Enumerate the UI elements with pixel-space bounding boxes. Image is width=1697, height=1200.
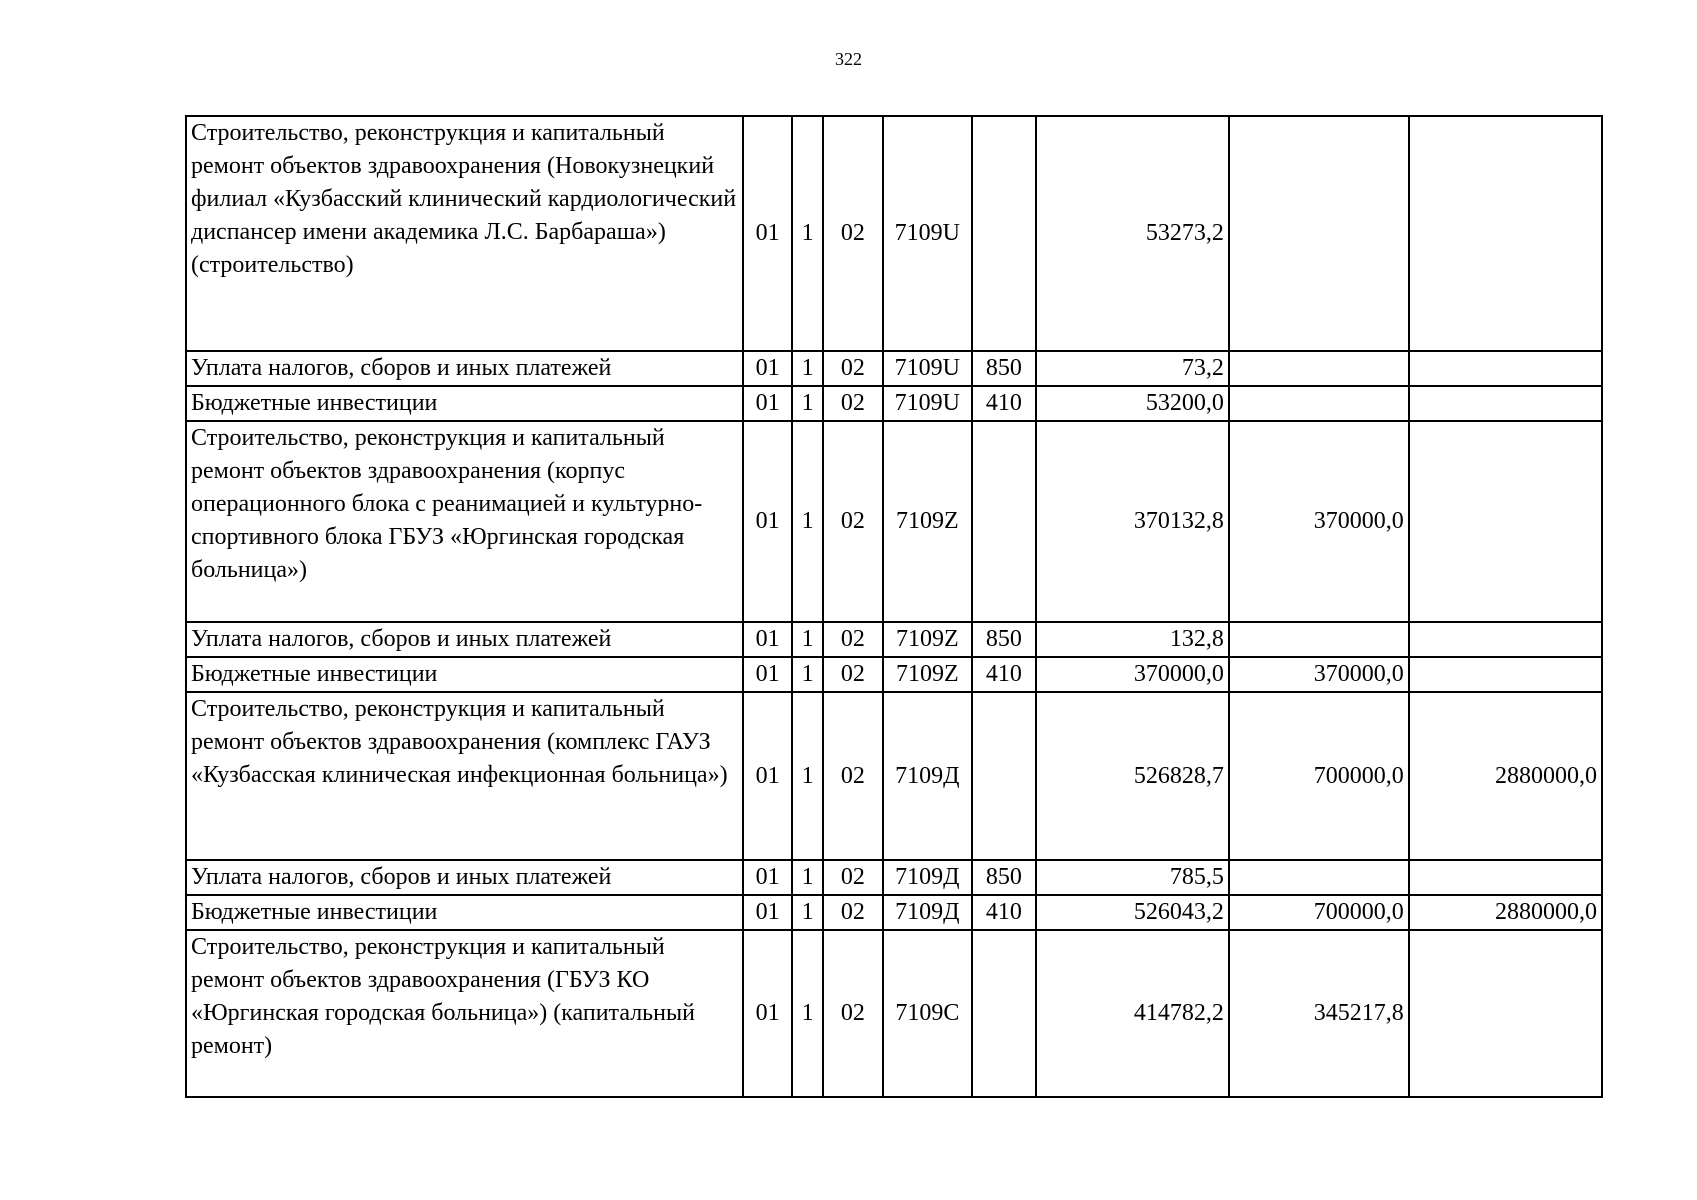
amount-year-1: 414782,2 xyxy=(1036,930,1229,1097)
row-name: Строительство, реконструкция и капитальный ремонт объектов здравоохранения (корпус операционного блока с реанимацией и культурно-спортивного блока ГБУЗ «Юргинская городская больница») xyxy=(186,421,743,622)
amount-year-2 xyxy=(1229,622,1409,657)
amount-year-1: 526828,7 xyxy=(1036,692,1229,860)
table-row xyxy=(186,351,1602,386)
table-row xyxy=(186,116,1602,351)
code-direction: 7109U xyxy=(883,116,972,351)
amount-year-1: 73,2 xyxy=(1036,351,1229,386)
code-direction: 7109С xyxy=(883,930,972,1097)
code-direction: 7109Д xyxy=(883,860,972,895)
code-direction: 7109Д xyxy=(883,895,972,930)
code-event: 02 xyxy=(823,386,883,421)
code-event: 02 xyxy=(823,860,883,895)
amount-year-3 xyxy=(1409,622,1602,657)
table-row xyxy=(186,657,1602,692)
code-subprogram: 1 xyxy=(792,351,823,386)
amount-year-2: 345217,8 xyxy=(1229,930,1409,1097)
code-subprogram: 1 xyxy=(792,860,823,895)
code-event: 02 xyxy=(823,692,883,860)
code-expense-type xyxy=(972,692,1036,860)
amount-year-2 xyxy=(1229,386,1409,421)
code-subprogram: 1 xyxy=(792,930,823,1097)
code-program: 01 xyxy=(743,895,792,930)
code-direction: 7109U xyxy=(883,386,972,421)
code-expense-type: 410 xyxy=(972,657,1036,692)
code-program: 01 xyxy=(743,657,792,692)
code-subprogram: 1 xyxy=(792,692,823,860)
row-name: Уплата налогов, сборов и иных платежей xyxy=(186,351,743,386)
code-subprogram: 1 xyxy=(792,116,823,351)
row-name: Уплата налогов, сборов и иных платежей xyxy=(186,622,743,657)
code-expense-type: 850 xyxy=(972,860,1036,895)
table-row xyxy=(186,622,1602,657)
amount-year-1: 53273,2 xyxy=(1036,116,1229,351)
amount-year-3 xyxy=(1409,657,1602,692)
amount-year-1: 370132,8 xyxy=(1036,421,1229,622)
amount-year-1: 785,5 xyxy=(1036,860,1229,895)
code-program: 01 xyxy=(743,692,792,860)
row-name: Строительство, реконструкция и капитальный ремонт объектов здравоохранения (Новокузнецкий филиал «Кузбасский клинический кардиологический диспансер имени академика Л.С. Барбараша») (строительство) xyxy=(186,116,743,351)
code-event: 02 xyxy=(823,116,883,351)
row-name: Бюджетные инвестиции xyxy=(186,386,743,421)
code-expense-type: 410 xyxy=(972,895,1036,930)
amount-year-3: 2880000,0 xyxy=(1409,692,1602,860)
code-event: 02 xyxy=(823,657,883,692)
amount-year-3 xyxy=(1409,421,1602,622)
code-expense-type xyxy=(972,930,1036,1097)
code-program: 01 xyxy=(743,860,792,895)
amount-year-2: 370000,0 xyxy=(1229,657,1409,692)
row-name: Уплата налогов, сборов и иных платежей xyxy=(186,860,743,895)
amount-year-1: 53200,0 xyxy=(1036,386,1229,421)
code-event: 02 xyxy=(823,622,883,657)
code-direction: 7109Z xyxy=(883,657,972,692)
code-subprogram: 1 xyxy=(792,895,823,930)
code-direction: 7109Д xyxy=(883,692,972,860)
code-direction: 7109Z xyxy=(883,421,972,622)
code-subprogram: 1 xyxy=(792,622,823,657)
page-number: 322 xyxy=(835,49,862,69)
code-event: 02 xyxy=(823,895,883,930)
table-row xyxy=(186,421,1602,622)
amount-year-1: 370000,0 xyxy=(1036,657,1229,692)
table-row xyxy=(186,386,1602,421)
amount-year-2: 370000,0 xyxy=(1229,421,1409,622)
amount-year-3 xyxy=(1409,930,1602,1097)
code-expense-type: 850 xyxy=(972,622,1036,657)
row-name: Бюджетные инвестиции xyxy=(186,657,743,692)
code-subprogram: 1 xyxy=(792,421,823,622)
code-event: 02 xyxy=(823,930,883,1097)
amount-year-2: 700000,0 xyxy=(1229,895,1409,930)
amount-year-2: 700000,0 xyxy=(1229,692,1409,860)
row-name: Бюджетные инвестиции xyxy=(186,895,743,930)
budget-table xyxy=(185,115,1603,1098)
amount-year-3 xyxy=(1409,860,1602,895)
amount-year-3 xyxy=(1409,351,1602,386)
amount-year-3 xyxy=(1409,116,1602,351)
code-direction: 7109Z xyxy=(883,622,972,657)
row-name: Строительство, реконструкция и капитальный ремонт объектов здравоохранения (комплекс ГАУЗ «Кузбасская клиническая инфекционная больница») xyxy=(186,692,743,860)
code-program: 01 xyxy=(743,351,792,386)
code-program: 01 xyxy=(743,930,792,1097)
code-expense-type: 410 xyxy=(972,386,1036,421)
code-program: 01 xyxy=(743,116,792,351)
code-subprogram: 1 xyxy=(792,386,823,421)
code-program: 01 xyxy=(743,421,792,622)
table-row xyxy=(186,692,1602,860)
code-expense-type xyxy=(972,116,1036,351)
code-program: 01 xyxy=(743,622,792,657)
code-expense-type xyxy=(972,421,1036,622)
table-row xyxy=(186,930,1602,1097)
amount-year-3 xyxy=(1409,386,1602,421)
amount-year-1: 132,8 xyxy=(1036,622,1229,657)
amount-year-3: 2880000,0 xyxy=(1409,895,1602,930)
code-program: 01 xyxy=(743,386,792,421)
amount-year-1: 526043,2 xyxy=(1036,895,1229,930)
code-expense-type: 850 xyxy=(972,351,1036,386)
table-row xyxy=(186,860,1602,895)
table-row xyxy=(186,895,1602,930)
amount-year-2 xyxy=(1229,116,1409,351)
amount-year-2 xyxy=(1229,860,1409,895)
amount-year-2 xyxy=(1229,351,1409,386)
code-event: 02 xyxy=(823,421,883,622)
row-name: Строительство, реконструкция и капитальный ремонт объектов здравоохранения (ГБУЗ КО «Юргинская городская больница») (капитальный ремонт) xyxy=(186,930,743,1097)
code-subprogram: 1 xyxy=(792,657,823,692)
code-direction: 7109U xyxy=(883,351,972,386)
code-event: 02 xyxy=(823,351,883,386)
